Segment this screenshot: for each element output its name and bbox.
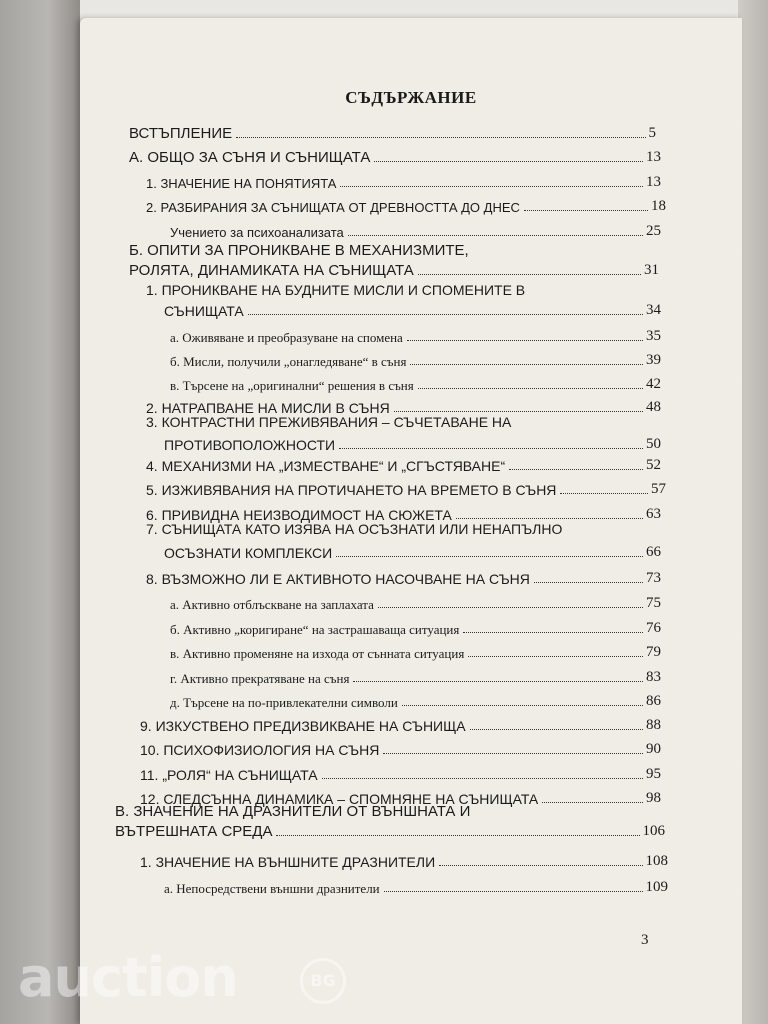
dot-leader bbox=[418, 387, 643, 389]
dot-leader bbox=[402, 704, 643, 706]
toc-entry-text: 1. ЗНАЧЕНИЕ НА ВЪНШНИТЕ ДРАЗНИТЕЛИ bbox=[140, 854, 436, 870]
toc-entry bbox=[140, 718, 661, 733]
toc-entry bbox=[146, 175, 661, 190]
toc-page-number: 73 bbox=[646, 570, 661, 586]
toc-page-number: 95 bbox=[646, 766, 661, 782]
toc-entry-text: 4. МЕХАНИЗМИ НА „ИЗМЕСТВАНЕ“ И „СГЪСТЯВАНЕ“ bbox=[146, 458, 506, 474]
dot-leader bbox=[509, 468, 643, 470]
toc-page-number: 83 bbox=[646, 669, 661, 685]
toc-page-number: 42 bbox=[646, 376, 661, 392]
dot-leader bbox=[456, 517, 643, 519]
toc-entry bbox=[170, 377, 661, 392]
toc-entry bbox=[170, 353, 661, 368]
dot-leader bbox=[524, 209, 648, 211]
dot-leader bbox=[384, 890, 643, 892]
toc-entry-text: ОСЪЗНАТИ КОМПЛЕКСИ bbox=[164, 545, 333, 561]
page-stack-edge bbox=[738, 0, 768, 1024]
dot-leader bbox=[374, 160, 643, 162]
toc-entry-text: 2. НАТРАПВАНЕ НА МИСЛИ В СЪНЯ bbox=[146, 400, 390, 416]
toc-entry bbox=[170, 224, 661, 239]
dot-leader bbox=[439, 864, 642, 866]
toc-entry-text: в. Търсене на „оригинални“ решения в съня bbox=[170, 378, 414, 393]
toc-entry bbox=[170, 670, 661, 685]
toc-page-number: 5 bbox=[648, 125, 656, 141]
facing-page-edge bbox=[0, 0, 80, 1024]
toc-entry bbox=[146, 400, 661, 415]
toc-entry bbox=[170, 645, 661, 660]
toc-entry bbox=[129, 126, 656, 141]
toc-page-number: 25 bbox=[646, 223, 661, 239]
toc-entry-text: 1. ПРОНИКВАНЕ НА БУДНИТЕ МИСЛИ И СПОМЕНИТЕ В bbox=[146, 282, 526, 298]
dot-leader bbox=[340, 185, 643, 187]
toc-page-number: 34 bbox=[646, 302, 661, 318]
toc-entry bbox=[164, 880, 668, 895]
toc-entry bbox=[146, 507, 661, 522]
toc-page-number: 106 bbox=[642, 823, 665, 839]
dot-leader bbox=[276, 834, 639, 836]
toc-entry bbox=[170, 621, 661, 636]
dot-leader bbox=[410, 363, 643, 365]
toc-entry bbox=[170, 694, 661, 709]
toc-page-number: 35 bbox=[646, 328, 661, 344]
toc-page-number: 108 bbox=[645, 853, 668, 869]
toc-entry-text: д. Търсене на по-привлекателни символи bbox=[170, 695, 398, 710]
dot-leader bbox=[542, 801, 643, 803]
watermark-logo: auction bbox=[18, 946, 238, 1009]
toc-page-number: 48 bbox=[646, 399, 661, 415]
toc-entry bbox=[164, 303, 661, 318]
toc-page-number: 75 bbox=[646, 595, 661, 611]
toc-entry-text: РОЛЯТА, ДИНАМИКАТА НА СЪНИЩАТА bbox=[129, 262, 414, 279]
toc-entry bbox=[170, 596, 661, 611]
toc-page-number: 109 bbox=[645, 879, 668, 895]
dot-leader bbox=[463, 631, 643, 633]
dot-leader bbox=[348, 234, 643, 236]
toc-entry-text: Б. ОПИТИ ЗА ПРОНИКВАНЕ В МЕХАНИЗМИТЕ, bbox=[129, 242, 469, 259]
toc-entry-text: 12. СЛЕДСЪННА ДИНАМИКА – СПОМНЯНЕ НА СЪНИЩАТА bbox=[140, 791, 539, 807]
toc-page-number: 50 bbox=[646, 436, 661, 452]
toc-entry-text: 1. ЗНАЧЕНИЕ НА ПОНЯТИЯТА bbox=[146, 176, 337, 191]
toc-page-number: 18 bbox=[651, 198, 666, 214]
toc-entry-text: А. ОБЩО ЗА СЪНЯ И СЪНИЩАТА bbox=[129, 149, 371, 166]
toc-page-number: 88 bbox=[646, 717, 661, 733]
dot-leader bbox=[236, 136, 645, 138]
toc-entry-text: б. Активно „коригиране“ на застрашаваща ситуация bbox=[170, 622, 460, 637]
toc-entry-text: б. Мисли, получили „онагледяване“ в съня bbox=[170, 354, 407, 369]
toc-entry bbox=[146, 458, 661, 473]
dot-leader bbox=[378, 606, 643, 608]
dot-leader bbox=[534, 581, 643, 583]
toc-entry-text: 8. ВЪЗМОЖНО ЛИ Е АКТИВНОТО НАСОЧВАНЕ НА СЪНЯ bbox=[146, 571, 530, 587]
toc-entry-text: 11. „РОЛЯ“ НА СЪНИЩАТА bbox=[140, 767, 318, 783]
toc-entry bbox=[146, 482, 666, 497]
dot-leader bbox=[322, 777, 643, 779]
toc-entry bbox=[146, 199, 666, 214]
toc-entry-text: в. Активно променяне на изхода от сънната ситуация bbox=[170, 646, 465, 661]
toc-entry-text: 6. ПРИВИДНА НЕИЗВОДИМОСТ НА СЮЖЕТА bbox=[146, 507, 452, 523]
toc-entry bbox=[164, 545, 661, 560]
toc-entry-text: ВЪТРЕШНАТА СРЕДА bbox=[115, 823, 273, 840]
dot-leader bbox=[470, 728, 643, 730]
toc-page-number: 98 bbox=[646, 790, 661, 806]
dot-leader bbox=[339, 447, 643, 449]
book-page bbox=[80, 18, 742, 1024]
toc-entry bbox=[140, 854, 668, 869]
dot-leader bbox=[407, 339, 643, 341]
dot-leader bbox=[394, 410, 643, 412]
toc-page-number: 63 bbox=[646, 506, 661, 522]
toc-page-number: 66 bbox=[646, 544, 661, 560]
dot-leader bbox=[468, 655, 643, 657]
dot-leader bbox=[383, 752, 643, 754]
dot-leader bbox=[560, 492, 648, 494]
page-number: 3 bbox=[641, 932, 649, 948]
toc-entry-text: 10. ПСИХОФИЗИОЛОГИЯ НА СЪНЯ bbox=[140, 742, 380, 758]
dot-leader bbox=[353, 680, 643, 682]
toc-entry bbox=[129, 150, 661, 165]
toc-entry-text: 2. РАЗБИРАНИЯ ЗА СЪНИЩАТА ОТ ДРЕВНОСТТА ДО ДНЕС bbox=[146, 200, 520, 215]
toc-page-number: 86 bbox=[646, 693, 661, 709]
dot-leader bbox=[418, 273, 641, 275]
toc-title: СЪДЪРЖАНИЕ bbox=[345, 88, 477, 107]
toc-entry bbox=[129, 263, 659, 278]
toc-entry bbox=[140, 767, 661, 782]
toc-page-number: 76 bbox=[646, 620, 661, 636]
toc-entry-text: г. Активно прекратяване на съня bbox=[170, 671, 350, 686]
toc-entry-text: В. ЗНАЧЕНИЕ НА ДРАЗНИТЕЛИ ОТ ВЪНШНАТА И bbox=[115, 803, 471, 820]
toc-entry bbox=[146, 571, 661, 586]
toc-entry bbox=[164, 437, 661, 452]
dot-leader bbox=[248, 313, 643, 315]
toc-entry bbox=[170, 329, 661, 344]
toc-entry-text: ВСТЪПЛЕНИЕ bbox=[129, 125, 233, 142]
watermark-badge: BG bbox=[300, 958, 346, 1004]
toc-entry-text: а. Оживяване и преобразуване на спомена bbox=[170, 330, 403, 345]
toc-entry-text: а. Активно отблъскване на заплахата bbox=[170, 597, 374, 612]
toc-page-number: 90 bbox=[646, 741, 661, 757]
toc-entry bbox=[140, 742, 661, 757]
toc-entry-text: 5. ИЗЖИВЯВАНИЯ НА ПРОТИЧАНЕТО НА ВРЕМЕТО В СЪНЯ bbox=[146, 482, 557, 498]
toc-page-number: 79 bbox=[646, 644, 661, 660]
toc-entry-text: а. Непосредствени външни дразнители bbox=[164, 881, 380, 896]
toc-entry-text: 9. ИЗКУСТВЕНО ПРЕДИЗВИКВАНЕ НА СЪНИЩА bbox=[140, 718, 466, 734]
toc-page-number: 39 bbox=[646, 352, 661, 368]
toc-page-number: 31 bbox=[644, 262, 659, 278]
toc-entry-text: СЪНИЩАТА bbox=[164, 303, 244, 319]
toc-page-number: 57 bbox=[651, 481, 666, 497]
toc-page-number: 13 bbox=[646, 149, 661, 165]
toc-entry-text: Учението за психоанализата bbox=[170, 225, 344, 240]
toc-entry bbox=[115, 824, 665, 839]
toc-entry-text: ПРОТИВОПОЛОЖНОСТИ bbox=[164, 437, 336, 453]
toc-entry-text: 3. КОНТРАСТНИ ПРЕЖИВЯВАНИЯ – СЪЧЕТАВАНЕ НА bbox=[146, 414, 512, 430]
toc-page-number: 52 bbox=[646, 457, 661, 473]
toc-entry-text: 7. СЪНИЩАТА КАТО ИЗЯВА НА ОСЪЗНАТИ ИЛИ НЕНАПЪЛНО bbox=[146, 521, 563, 537]
dot-leader bbox=[336, 555, 643, 557]
toc-page-number: 13 bbox=[646, 174, 661, 190]
